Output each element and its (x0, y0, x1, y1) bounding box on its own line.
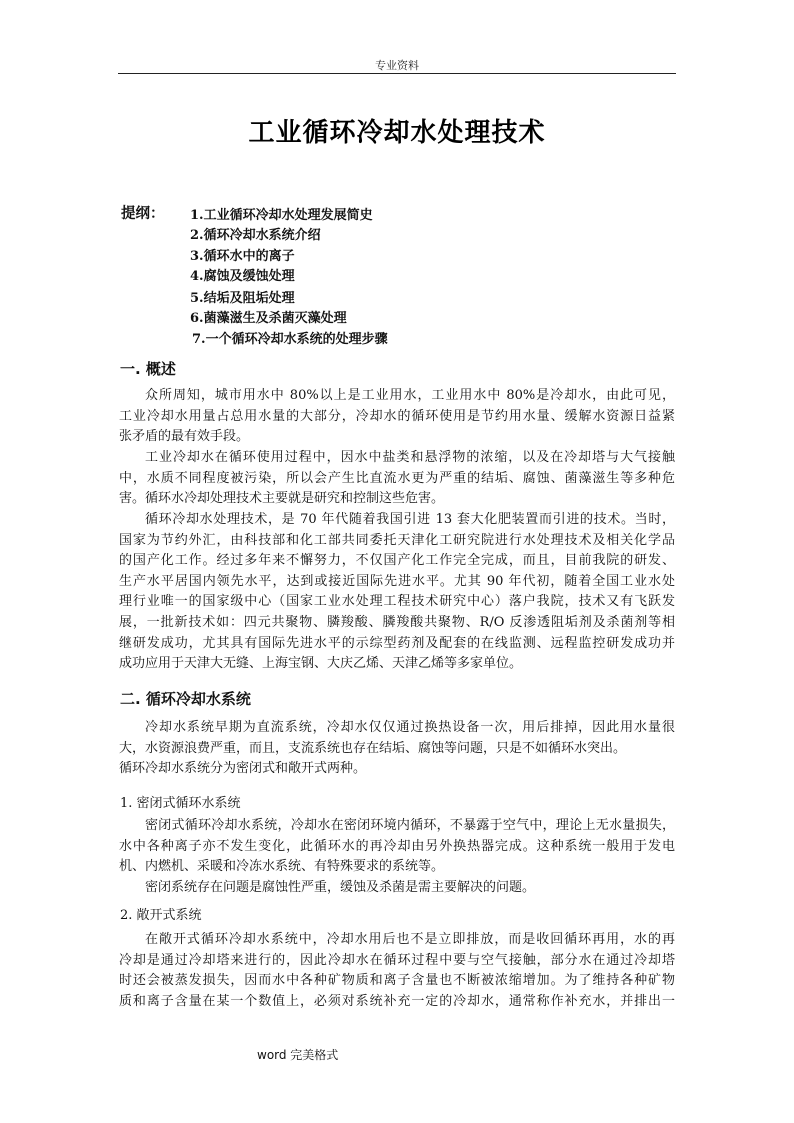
text-line: 理行业唯一的国家级中心（国家工业水处理工程技术研究中心）落户我院，技术又有飞跃发 (119, 594, 675, 610)
text-line: 众所周知，城市用水中 80%以上是工业用水，工业用水中 80%是冷却水，由此可见， (145, 388, 675, 403)
text-line: 质和离子含量在某一个数值上，必须对系统补充一定的冷却水，通常称作补充水，并排出一 (119, 993, 675, 1009)
section-2-paragraph-1 (119, 718, 675, 780)
section-2-heading: 二. 循环冷却水系统 (120, 690, 251, 708)
text-line: 害。循环水冷却处理技术主要就是研究和控制这些危害。 (119, 491, 445, 507)
text-line: 中，水质不同程度被污染，所以会产生比直流水更为严重的结垢、腐蚀、菌藻滋生等多种危 (119, 470, 675, 486)
page-header: 专业资料 (375, 59, 419, 72)
text-line: 密闭式循环冷却水系统，冷却水在密闭环境内循环，不暴露于空气中，理论上无水量损失， (145, 818, 675, 833)
outline-item-3: 3.循环水中的离子 (190, 249, 295, 264)
text-line: 国家为节约外汇，由科技部和化工部共同委托天津化工研究院进行水处理技术及相关化学品 (119, 532, 675, 548)
outline-item-1: 1.工业循环冷却水处理发展简史 (190, 208, 373, 223)
text-line: 水中各种离子亦不发生变化，此循环水的再冷却由另外换热器完成。这种系统一般用于发电 (119, 838, 675, 854)
text-line: 展，一批新技术如：四元共聚物、膦羧酸、膦羧酸共聚物、R/O 反渗透阻垢剂及杀菌剂等相 (119, 614, 675, 630)
text-line: 时还会被蒸发损失，因而水中各种矿物质和离子含量也不断被浓缩增加。为了维持各种矿物 (119, 973, 675, 989)
text-line: 成功应用于天津大无缝、上海宝钢、大庆乙烯、天津乙烯等多家单位。 (119, 656, 523, 672)
outline-item-2: 2.循环冷却水系统介绍 (190, 228, 321, 243)
text-line: 的国产化工作。经过多年来不懈努力，不仅国产化工作完全完成，而且，目前我院的研发、 (119, 553, 675, 569)
section-1-paragraph-3 (119, 510, 675, 675)
text-line: 工业冷却水用量占总用水量的大部分，冷却水的循环使用是节约用水量、缓解水资源日益紧 (119, 408, 675, 424)
text-line: 机、内燃机、采暖和冷冻水系统、有特殊要求的系统等。 (119, 859, 445, 875)
outline-item-4: 4.腐蚀及缓蚀处理 (190, 269, 295, 284)
text-line: 冷却是通过冷却塔来进行的，因此冷却水在循环过程中要与空气接触，部分水在通过冷却塔 (119, 952, 675, 968)
outline-item-5: 5.结垢及阻垢处理 (190, 291, 295, 306)
section-1-paragraph-2 (119, 448, 675, 510)
header-rule (118, 73, 676, 74)
text-line: 循环冷却水系统分为密闭式和敞开式两种。 (119, 761, 367, 777)
section-1-paragraph-1 (119, 386, 675, 448)
outline-item-7: 7.一个循环冷却水系统的处理步骤 (192, 332, 388, 347)
text-line: 冷却水系统早期为直流系统，冷却水仅仅通过换热设备一次，用后排掉，因此用水量很 (145, 720, 675, 735)
subsection-1-paragraph-1 (119, 816, 675, 898)
text-line: 密闭系统存在问题是腐蚀性严重，缓蚀及杀菌是需主要解决的问题。 (145, 879, 536, 895)
document-title: 工业循环冷却水处理技术 (248, 118, 546, 148)
subsection-2-heading: 2. 敞开式系统 (120, 908, 202, 923)
subsection-2-paragraph-1 (119, 930, 675, 1012)
text-line: 生产水平居国内领先水平，达到或接近国际先进水平。尤其 90 年代初，随着全国工业水处 (119, 573, 675, 589)
text-line: 在敞开式循环冷却水系统中，冷却水用后也不是立即排放，而是收回循环再用，水的再 (145, 932, 675, 947)
text-line: 工业冷却水在循环使用过程中，因水中盐类和悬浮物的浓缩，以及在冷却塔与大气接触 (145, 450, 675, 465)
outline-item-6: 6.菌藻滋生及杀菌灭藻处理 (190, 311, 347, 326)
text-line: 继研发成功，尤其具有国际先进水平的示综型药剂及配套的在线监测、远程监控研发成功并 (119, 635, 675, 651)
outline-label: 提纲： (121, 206, 165, 222)
page-footer: word 完美格式 (257, 1048, 339, 1062)
text-line: 大，水资源浪费严重，而且，支流系统也存在结垢、腐蚀等问题，只是不如循环水突出。 (119, 740, 627, 756)
subsection-1-heading: 1. 密闭式循环水系统 (120, 796, 241, 811)
text-line: 张矛盾的最有效手段。 (119, 429, 250, 445)
text-line: 循环冷却水处理技术，是 70 年代随着我国引进 13 套大化肥装置而引进的技术。当时， (145, 512, 675, 527)
section-1-heading: 一. 概述 (120, 360, 176, 378)
